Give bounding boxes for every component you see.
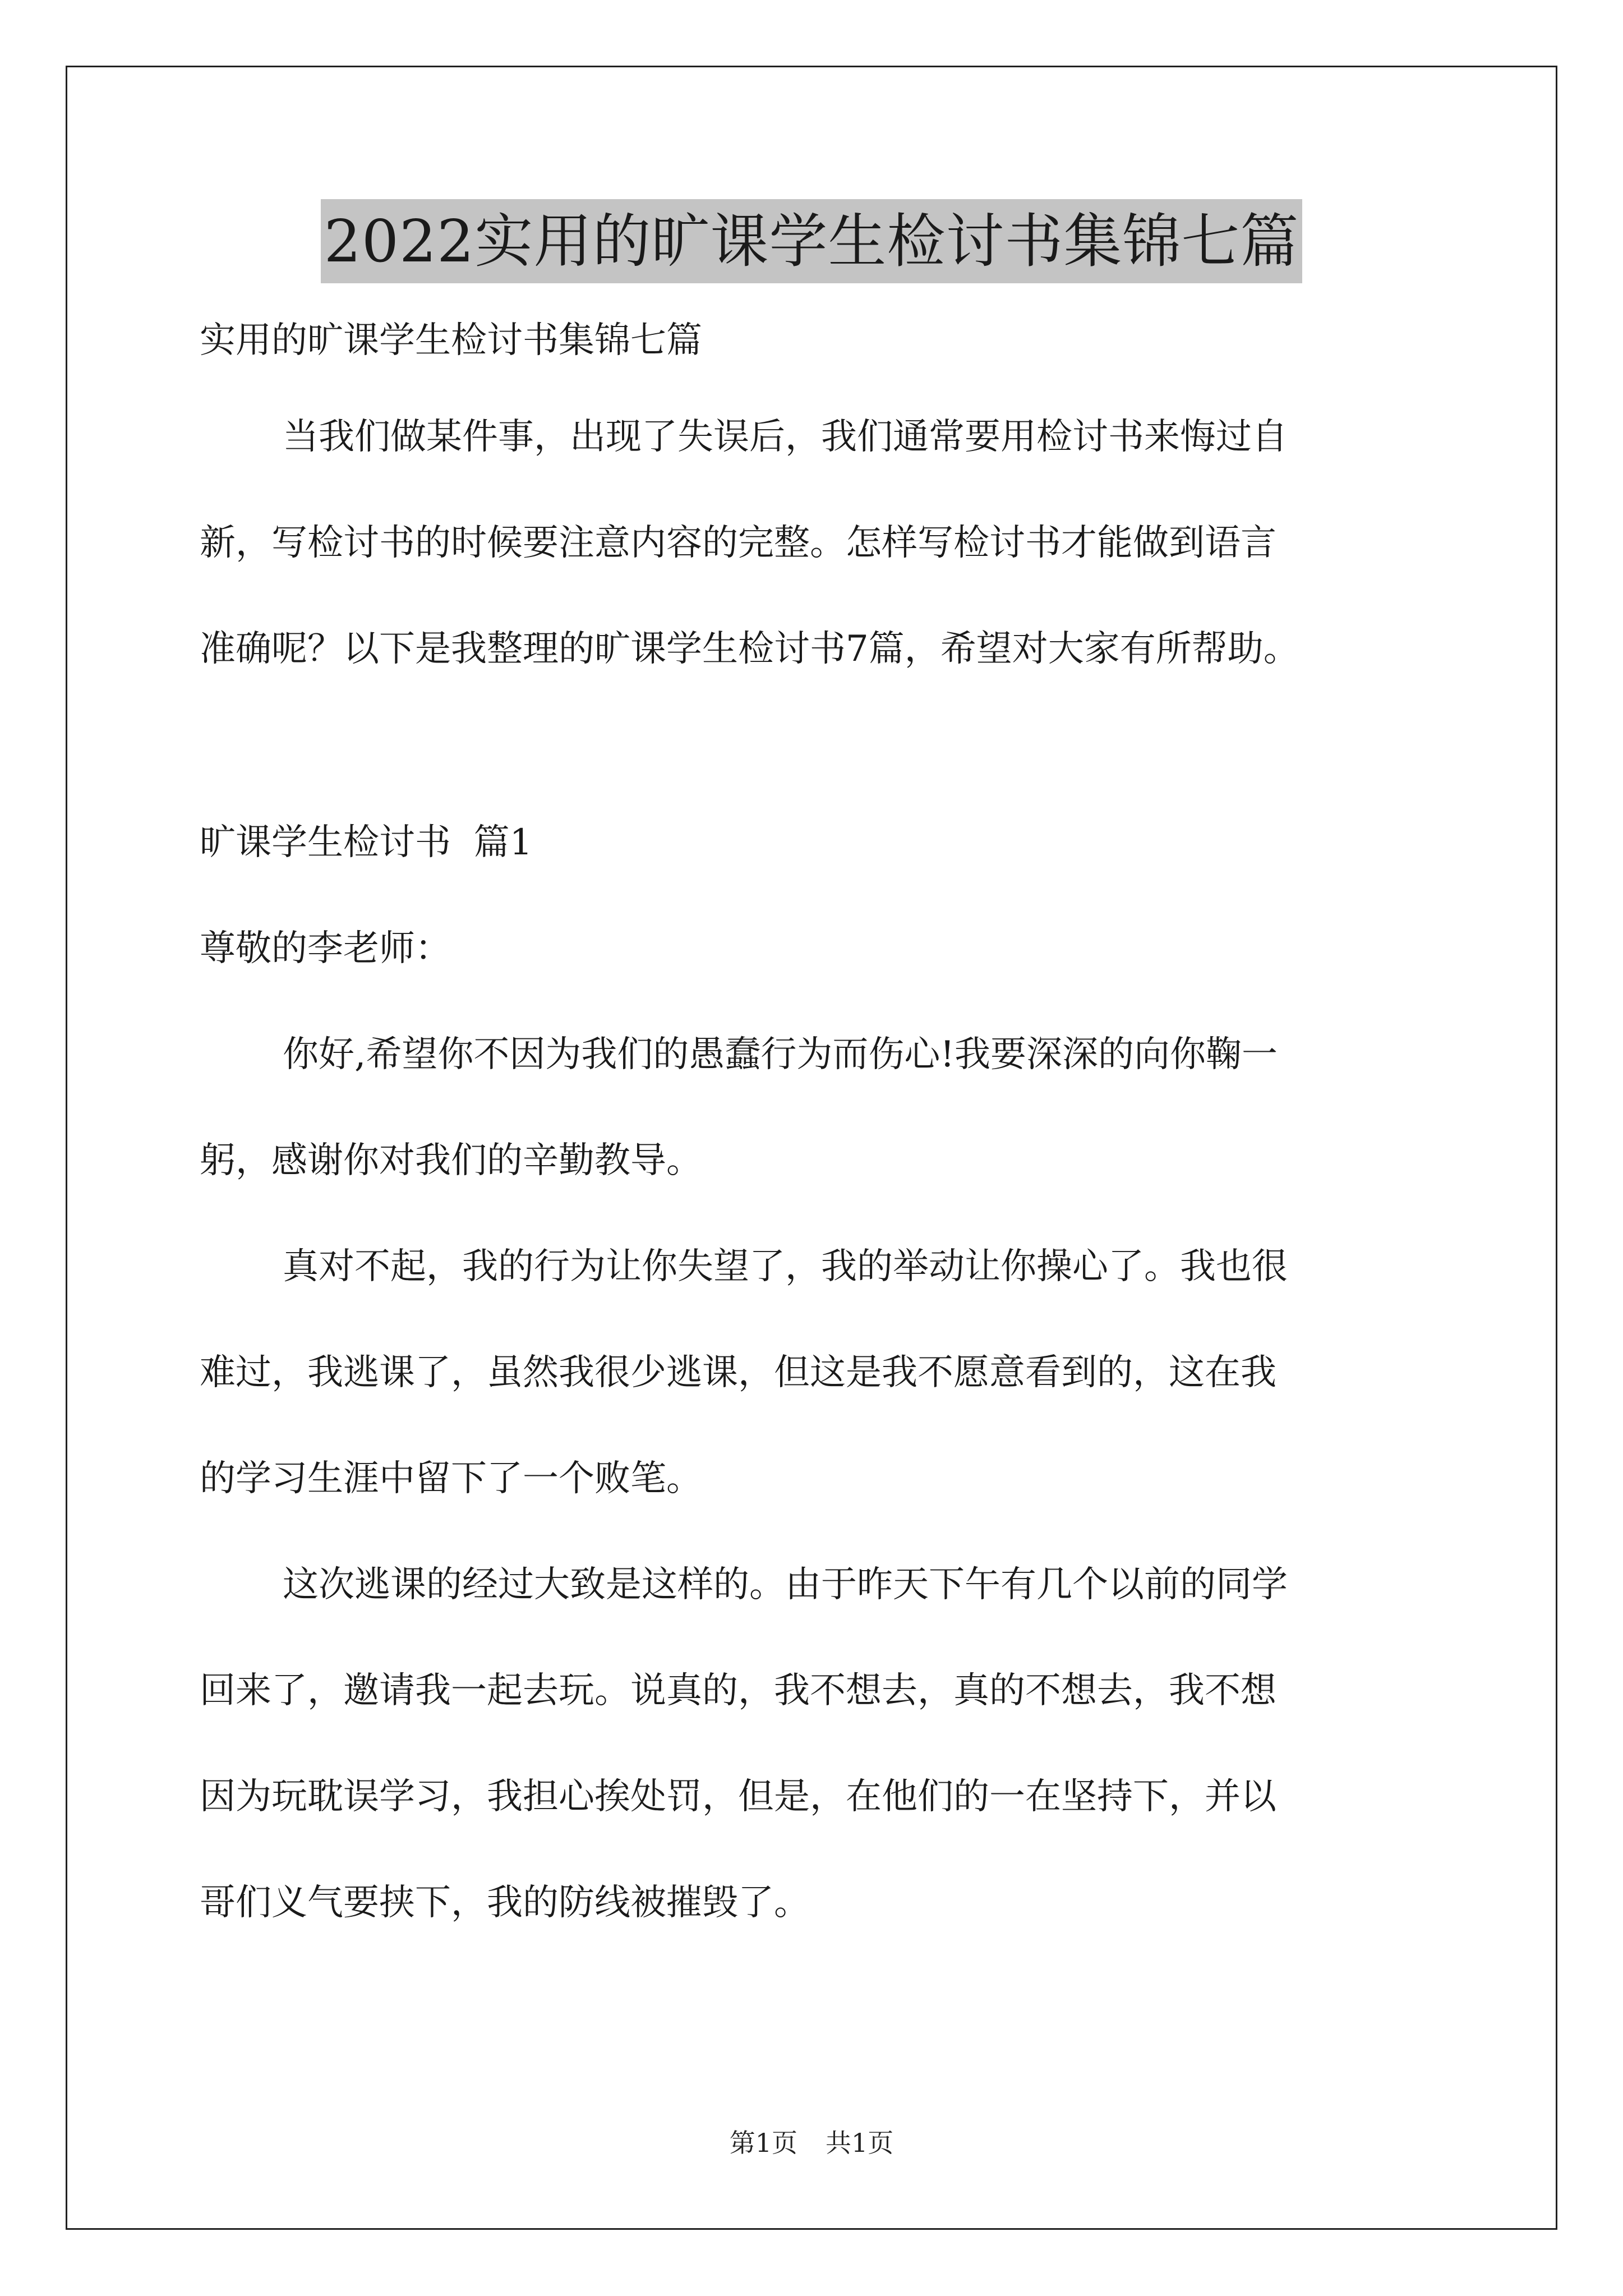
paragraph-2-line-1: 真对不起，我的行为让你失望了，我的举动让你操心了。我也很 — [283, 1246, 1288, 1287]
document-title: 2022实用的旷课学生检讨书集锦七篇 — [321, 199, 1303, 283]
body-paragraph-3 — [200, 1558, 1428, 1929]
paragraph-3-line-2: 回来了，邀请我一起去玩。说真的，我不想去，真的不想去，我不想 — [200, 1670, 1276, 1711]
page-footer — [0, 2126, 1623, 2160]
page-total: 共1页 — [826, 2128, 894, 2158]
intro-line-3: 准确呢？以下是我整理的旷课学生检讨书7篇，希望对大家有所帮助。 — [200, 628, 1299, 670]
paragraph-1-line-1: 你好,希望你不因为我们的愚蠢行为而伤心!我要深深的向你鞠一 — [283, 1034, 1278, 1075]
body-paragraph-2 — [200, 1240, 1428, 1505]
title-block — [0, 199, 1623, 283]
paragraph-2-line-2: 难过，我逃课了，虽然我很少逃课，但这是我不愿意看到的，这在我 — [200, 1352, 1276, 1393]
paragraph-3-line-1: 这次逃课的经过大致是这样的。由于昨天下午有几个以前的同学 — [283, 1564, 1288, 1605]
intro-line-2: 新，写检讨书的时候要注意内容的完整。怎样写检讨书才能做到语言 — [200, 522, 1276, 564]
section-heading: 旷课学生检讨书 篇1 — [200, 822, 533, 863]
body-paragraph-1 — [200, 1028, 1428, 1187]
paragraph-2-line-3: 的学习生涯中留下了一个败笔。 — [200, 1458, 702, 1499]
paragraph-3-line-3: 因为玩耽误学习，我担心挨处罚，但是，在他们的一在坚持下，并以 — [200, 1776, 1276, 1818]
intro-line-1: 当我们做某件事，出现了失误后，我们通常要用检讨书来悔过自 — [283, 416, 1288, 458]
paragraph-1-line-2: 躬，感谢你对我们的辛勤教导。 — [200, 1140, 702, 1181]
intro-paragraph — [200, 411, 1428, 675]
document-body — [200, 314, 1428, 1929]
document-subtitle: 实用的旷课学生检讨书集锦七篇 — [200, 320, 702, 361]
salutation: 尊敬的李老师： — [200, 928, 451, 969]
paragraph-3-line-4: 哥们义气要挟下，我的防线被摧毁了。 — [200, 1882, 810, 1924]
page-number: 第1页 — [729, 2128, 797, 2158]
